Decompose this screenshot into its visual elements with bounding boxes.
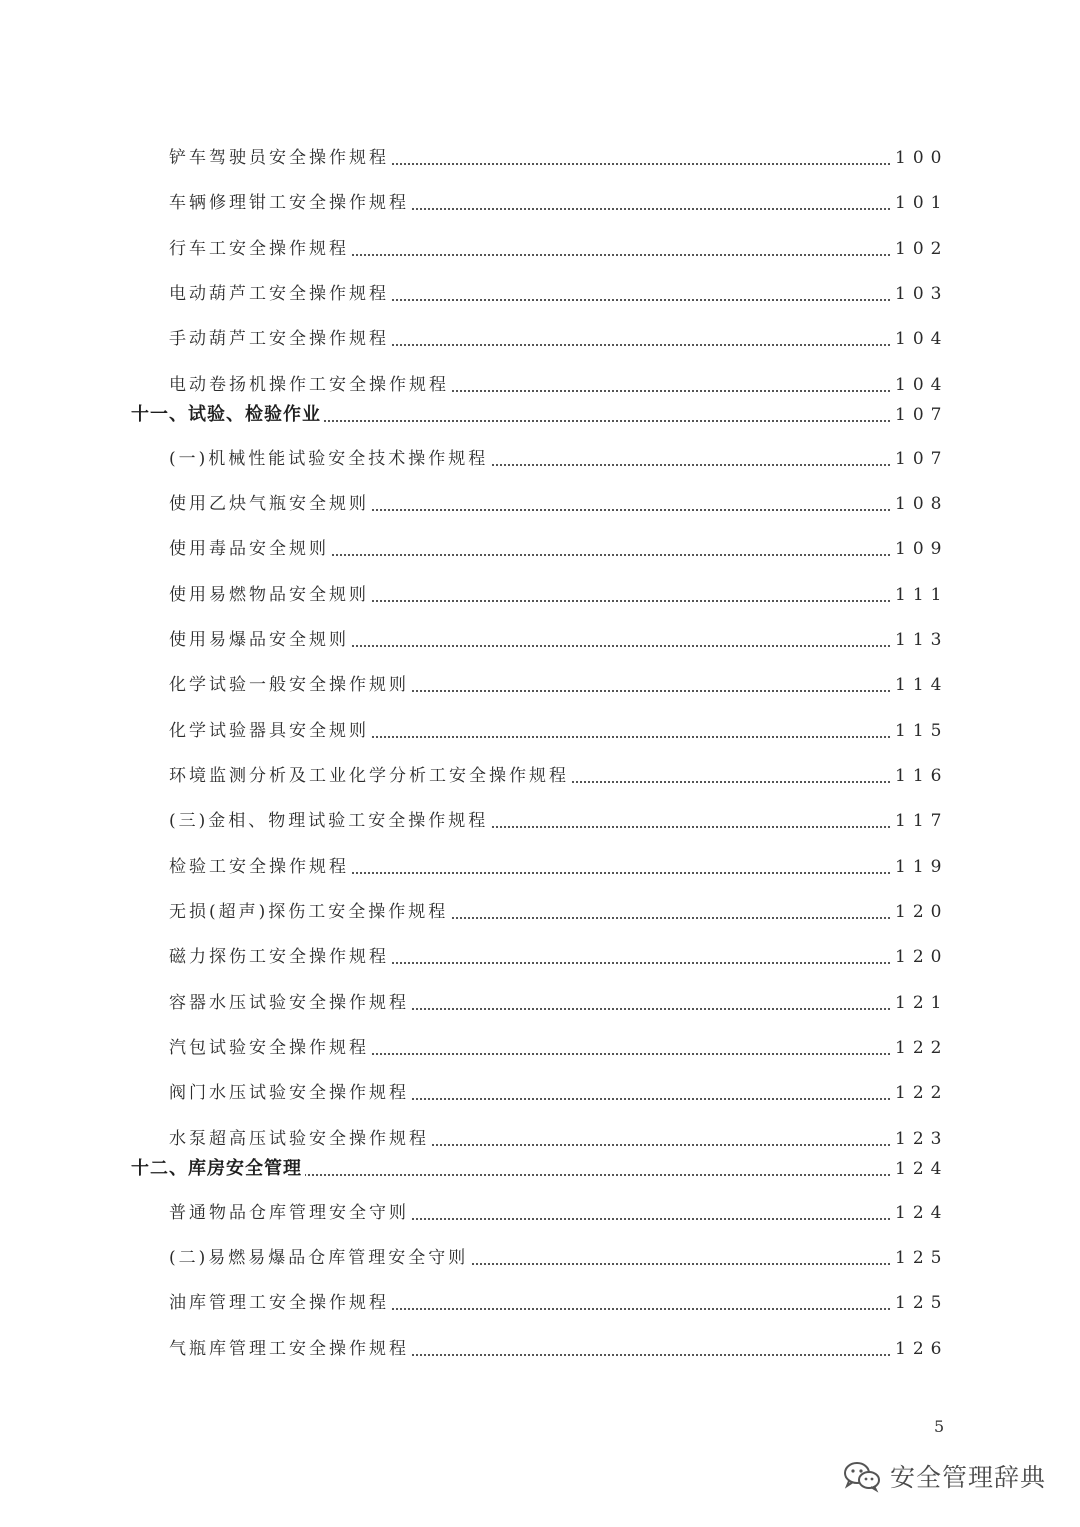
toc-page-number: 103	[895, 284, 949, 304]
toc-entry	[0, 852, 1080, 882]
toc-entry-title: 车辆修理钳工安全操作规程	[169, 188, 412, 218]
toc-entry-title: 使用乙炔气瓶安全规则	[169, 489, 372, 519]
toc-page-number: 116	[895, 766, 949, 786]
toc-entry	[0, 625, 1080, 655]
toc-entry-title: 容器水压试验安全操作规程	[169, 988, 412, 1018]
toc-entry-title: 化学试验一般安全操作规则	[169, 670, 412, 700]
wechat-icon	[842, 1459, 882, 1493]
toc-entry	[0, 143, 1080, 173]
toc-page-number: 113	[895, 630, 949, 650]
toc-page-number: 107	[895, 449, 949, 469]
toc-page-number: 124	[895, 1159, 949, 1179]
toc-entry	[0, 370, 1080, 400]
toc-entry	[0, 988, 1080, 1018]
toc-entry-title: 环境监测分析及工业化学分析工安全操作规程	[169, 761, 572, 791]
toc-entry	[0, 324, 1080, 354]
toc-page-number: 119	[895, 857, 949, 877]
toc-page-number: 117	[895, 811, 949, 831]
toc-page-number: 122	[895, 1038, 949, 1058]
toc-entry-title: (二)易燃易爆品仓库管理安全守则	[169, 1243, 471, 1273]
toc-entry-title: 使用易燃物品安全规则	[169, 580, 372, 610]
toc-entry	[0, 806, 1080, 836]
toc-entry-title: 气瓶库管理工安全操作规程	[169, 1334, 412, 1364]
toc-entry-title: 铲车驾驶员安全操作规程	[169, 143, 392, 173]
toc-entry-title: 阀门水压试验安全操作规程	[169, 1078, 412, 1108]
toc-entry-title: 汽包试验安全操作规程	[169, 1033, 372, 1063]
toc-entry	[0, 234, 1080, 264]
watermark	[842, 1458, 1046, 1494]
toc-page-number: 111	[895, 585, 949, 605]
toc-page-number: 115	[895, 721, 949, 741]
toc-entry	[0, 1334, 1080, 1364]
toc-entry	[0, 1033, 1080, 1063]
toc-entry-title: 水泵超高压试验安全操作规程	[169, 1124, 432, 1154]
toc-entry-title: 磁力探伤工安全操作规程	[169, 942, 392, 972]
toc-entry-title: 无损(超声)探伤工安全操作规程	[169, 897, 451, 927]
toc-entry	[0, 1198, 1080, 1228]
toc-entry-title: 行车工安全操作规程	[169, 234, 352, 264]
toc-entry-title: 电动卷扬机操作工安全操作规程	[169, 370, 452, 400]
toc-page-number: 120	[895, 947, 949, 967]
toc-entry	[0, 1124, 1080, 1154]
toc-entry-title: (一)机械性能试验安全技术操作规程	[169, 444, 491, 474]
toc-page-number: 104	[895, 375, 949, 395]
toc-page-number: 126	[895, 1339, 949, 1359]
toc-entry	[0, 1243, 1080, 1273]
toc-entry-title: 十二、库房安全管理	[131, 1154, 305, 1184]
toc-entry	[0, 444, 1080, 474]
toc-entry	[0, 534, 1080, 564]
toc-page-number: 121	[895, 993, 949, 1013]
page-number: 5	[934, 1417, 945, 1436]
toc-entry	[0, 716, 1080, 746]
toc-entry-title: 电动葫芦工安全操作规程	[169, 279, 392, 309]
toc-page-number: 120	[895, 902, 949, 922]
toc-entry	[0, 188, 1080, 218]
toc-entry-title: 使用易爆品安全规则	[169, 625, 352, 655]
toc-page-number: 100	[895, 148, 949, 168]
toc-entry	[0, 670, 1080, 700]
toc-entry-title: 化学试验器具安全规则	[169, 716, 372, 746]
toc-page-number: 125	[895, 1248, 949, 1268]
toc-page-number: 123	[895, 1129, 949, 1149]
toc-entry-title: 手动葫芦工安全操作规程	[169, 324, 392, 354]
toc-entry-title: 使用毒品安全规则	[169, 534, 332, 564]
toc-page-number: 124	[895, 1203, 949, 1223]
toc-page-number: 125	[895, 1293, 949, 1313]
toc-page-number: 108	[895, 494, 949, 514]
toc-page-number: 114	[895, 675, 949, 695]
watermark-text: 安全管理辞典	[890, 1463, 1047, 1492]
toc-page-number: 109	[895, 539, 949, 559]
toc-entry	[0, 897, 1080, 927]
toc-page-number: 107	[895, 405, 949, 425]
toc-page-number: 122	[895, 1083, 949, 1103]
toc-entry-title: 检验工安全操作规程	[169, 852, 352, 882]
toc-page-number: 102	[895, 239, 949, 259]
toc-entry-title: 普通物品仓库管理安全守则	[169, 1198, 412, 1228]
toc-entry	[0, 942, 1080, 972]
toc-entry-title: 十一、试验、检验作业	[131, 400, 324, 430]
toc-page-number: 104	[895, 329, 949, 349]
toc-entry	[0, 1288, 1080, 1318]
toc-entry	[0, 279, 1080, 309]
toc-section-heading	[0, 1154, 1080, 1184]
toc-entry	[0, 761, 1080, 791]
toc-page-number: 101	[895, 193, 949, 213]
toc-entry-title: (三)金相、物理试验工安全操作规程	[169, 806, 491, 836]
toc-entry	[0, 580, 1080, 610]
toc-section-heading	[0, 400, 1080, 430]
toc-entry	[0, 489, 1080, 519]
toc-entry-title: 油库管理工安全操作规程	[169, 1288, 392, 1318]
toc-entry	[0, 1078, 1080, 1108]
